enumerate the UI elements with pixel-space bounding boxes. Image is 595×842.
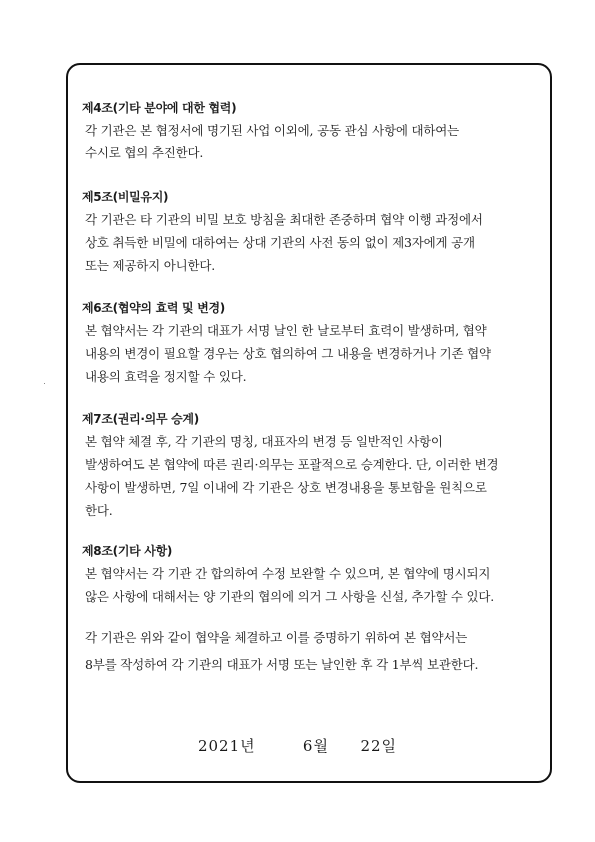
article-6-title: 제6조(협약의 효력 및 변경) xyxy=(82,301,225,315)
article-6-line-3: 내용의 효력을 정지할 수 있다. xyxy=(85,369,247,384)
article-8-line-2: 않은 사항에 대해서는 양 기관의 협의에 의거 그 사항을 신설, 추가할 수 있다. xyxy=(85,589,495,604)
article-7-line-3: 사항이 발생하면, 7일 이내에 각 기관은 상호 변경내용을 통보함을 원칙으로 xyxy=(85,480,487,495)
article-6-line-1: 본 협약서는 각 기관의 대표가 서명 날인 한 날로부터 효력이 발생하며, 협약 xyxy=(85,323,487,338)
article-7-line-2: 발생하여도 본 협약에 따른 권리·의무는 포괄적으로 승계한다. 단, 이러한 변경 xyxy=(85,457,499,472)
closing-line-2: 8부를 작성하여 각 기관의 대표가 서명 또는 날인한 후 각 1부씩 보관한다. xyxy=(85,657,479,672)
article-5-line-1: 각 기관은 타 기관의 비밀 보호 방침을 최대한 존중하며 협약 이행 과정에서 xyxy=(85,212,483,227)
article-8 xyxy=(82,543,542,608)
article-6 xyxy=(82,300,542,388)
article-4-title: 제4조(기타 분야에 대한 협력) xyxy=(82,101,237,115)
article-7 xyxy=(82,411,542,522)
scan-artifact xyxy=(44,383,45,384)
article-6-line-2: 내용의 변경이 필요할 경우는 상호 협의하여 그 내용을 변경하거나 기존 협약 xyxy=(85,346,491,361)
article-7-line-4: 한다. xyxy=(85,503,113,518)
article-5-line-2: 상호 취득한 비밀에 대하여는 상대 기관의 사전 동의 없이 제3자에게 공개 xyxy=(85,235,475,250)
signing-date: 2021년 6월 22일 xyxy=(197,737,398,755)
article-8-line-1: 본 협약서는 각 기관 간 합의하여 수정 보완할 수 있으며, 본 협약에 명시되지 xyxy=(85,566,491,581)
article-4 xyxy=(82,100,542,164)
closing-line-1: 각 기관은 위와 같이 협약을 체결하고 이를 증명하기 위하여 본 협약서는 xyxy=(85,630,468,645)
article-5 xyxy=(82,189,542,277)
article-5-title: 제5조(비밀유지) xyxy=(82,190,169,204)
article-7-line-1: 본 협약 체결 후, 각 기관의 명칭, 대표자의 변경 등 일반적인 사항이 xyxy=(85,434,443,449)
article-8-title: 제8조(기타 사항) xyxy=(82,544,173,558)
article-7-title: 제7조(권리·의무 승계) xyxy=(82,412,199,426)
closing-statement xyxy=(82,624,545,678)
article-4-line-1: 각 기관은 본 협정서에 명기된 사업 이외에, 공동 관심 사항에 대하여는 xyxy=(85,123,460,138)
article-4-line-2: 수시로 협의 추진한다. xyxy=(85,145,204,160)
article-5-line-3: 또는 제공하지 아니한다. xyxy=(85,258,216,273)
